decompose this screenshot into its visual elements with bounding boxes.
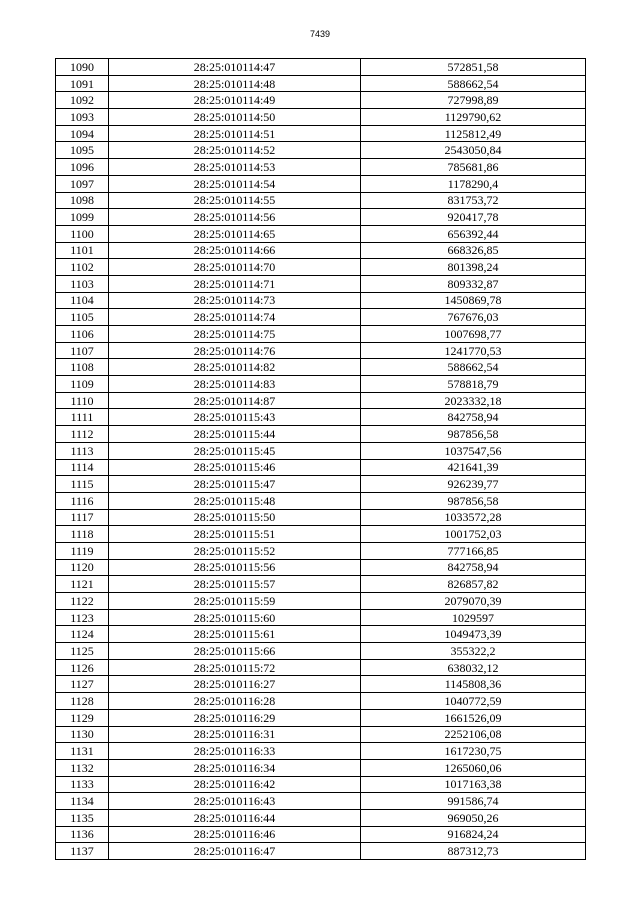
row-number-cell: 1123 — [56, 609, 109, 626]
table-row — [56, 275, 586, 292]
cadastral-value-cell: 727998,89 — [361, 92, 586, 109]
table-row — [56, 426, 586, 443]
table-row — [56, 459, 586, 476]
table-row — [56, 109, 586, 126]
cadastral-number-cell: 28:25:010116:44 — [109, 809, 361, 826]
cadastral-value-cell: 801398,24 — [361, 259, 586, 276]
table-body — [56, 59, 586, 860]
cadastral-value-cell: 767676,03 — [361, 309, 586, 326]
cadastral-value-cell: 1617230,75 — [361, 743, 586, 760]
row-number-cell: 1116 — [56, 492, 109, 509]
row-number-cell: 1126 — [56, 659, 109, 676]
cadastral-value-cell: 777166,85 — [361, 542, 586, 559]
row-number-cell: 1134 — [56, 793, 109, 810]
row-number-cell: 1125 — [56, 643, 109, 660]
cadastral-value-cell: 987856,58 — [361, 426, 586, 443]
table-row — [56, 759, 586, 776]
row-number-cell: 1135 — [56, 809, 109, 826]
cadastral-value-cell: 991586,74 — [361, 793, 586, 810]
cadastral-value-cell: 2543050,84 — [361, 142, 586, 159]
row-number-cell: 1098 — [56, 192, 109, 209]
row-number-cell: 1091 — [56, 75, 109, 92]
cadastral-value-cell: 831753,72 — [361, 192, 586, 209]
table-row — [56, 726, 586, 743]
table-row — [56, 359, 586, 376]
table-row — [56, 442, 586, 459]
cadastral-value-cell: 916824,24 — [361, 826, 586, 843]
table-row — [56, 526, 586, 543]
cadastral-value-cell: 809332,87 — [361, 275, 586, 292]
table-row — [56, 793, 586, 810]
table-row — [56, 376, 586, 393]
cadastral-value-cell: 1033572,28 — [361, 509, 586, 526]
cadastral-value-cell: 421641,39 — [361, 459, 586, 476]
table-row — [56, 709, 586, 726]
cadastral-value-cell: 785681,86 — [361, 159, 586, 176]
cadastral-number-cell: 28:25:010116:27 — [109, 676, 361, 693]
table-row — [56, 175, 586, 192]
row-number-cell: 1133 — [56, 776, 109, 793]
table-row — [56, 659, 586, 676]
cadastral-number-cell: 28:25:010115:57 — [109, 576, 361, 593]
table-row — [56, 826, 586, 843]
row-number-cell: 1120 — [56, 559, 109, 576]
cadastral-number-cell: 28:25:010115:51 — [109, 526, 361, 543]
cadastral-value-cell: 920417,78 — [361, 209, 586, 226]
table-row — [56, 192, 586, 209]
row-number-cell: 1096 — [56, 159, 109, 176]
table-row — [56, 125, 586, 142]
table-row — [56, 843, 586, 860]
table-row — [56, 209, 586, 226]
cadastral-number-cell: 28:25:010114:65 — [109, 225, 361, 242]
cadastral-number-cell: 28:25:010116:46 — [109, 826, 361, 843]
row-number-cell: 1118 — [56, 526, 109, 543]
cadastral-value-cell: 1661526,09 — [361, 709, 586, 726]
row-number-cell: 1132 — [56, 759, 109, 776]
cadastral-value-cell: 588662,54 — [361, 359, 586, 376]
cadastral-value-cell: 926239,77 — [361, 476, 586, 493]
table-row — [56, 559, 586, 576]
table-row — [56, 509, 586, 526]
cadastral-number-cell: 28:25:010114:71 — [109, 275, 361, 292]
table-row — [56, 676, 586, 693]
cadastral-value-cell: 1040772,59 — [361, 693, 586, 710]
row-number-cell: 1137 — [56, 843, 109, 860]
table-row — [56, 309, 586, 326]
cadastral-value-cell: 1178290,4 — [361, 175, 586, 192]
cadastral-number-cell: 28:25:010114:66 — [109, 242, 361, 259]
row-number-cell: 1102 — [56, 259, 109, 276]
table-row — [56, 326, 586, 343]
row-number-cell: 1111 — [56, 409, 109, 426]
row-number-cell: 1093 — [56, 109, 109, 126]
cadastral-value-cell: 656392,44 — [361, 225, 586, 242]
cadastral-value-cell: 668326,85 — [361, 242, 586, 259]
cadastral-value-cell: 1029597 — [361, 609, 586, 626]
cadastral-number-cell: 28:25:010114:74 — [109, 309, 361, 326]
cadastral-value-cell: 1265060,06 — [361, 759, 586, 776]
cadastral-value-cell: 1145808,36 — [361, 676, 586, 693]
cadastral-number-cell: 28:25:010114:83 — [109, 376, 361, 393]
row-number-cell: 1128 — [56, 693, 109, 710]
cadastral-number-cell: 28:25:010115:46 — [109, 459, 361, 476]
row-number-cell: 1108 — [56, 359, 109, 376]
table-row — [56, 576, 586, 593]
cadastral-number-cell: 28:25:010114:51 — [109, 125, 361, 142]
row-number-cell: 1136 — [56, 826, 109, 843]
cadastral-number-cell: 28:25:010116:28 — [109, 693, 361, 710]
row-number-cell: 1131 — [56, 743, 109, 760]
cadastral-number-cell: 28:25:010115:72 — [109, 659, 361, 676]
cadastral-value-cell: 1007698,77 — [361, 326, 586, 343]
cadastral-number-cell: 28:25:010116:42 — [109, 776, 361, 793]
table-row — [56, 776, 586, 793]
row-number-cell: 1103 — [56, 275, 109, 292]
cadastral-value-table — [55, 58, 586, 860]
cadastral-number-cell: 28:25:010116:29 — [109, 709, 361, 726]
table-row — [56, 342, 586, 359]
table-row — [56, 693, 586, 710]
cadastral-number-cell: 28:25:010116:34 — [109, 759, 361, 776]
cadastral-value-cell: 1450869,78 — [361, 292, 586, 309]
row-number-cell: 1090 — [56, 59, 109, 76]
cadastral-number-cell: 28:25:010115:44 — [109, 426, 361, 443]
table-row — [56, 609, 586, 626]
table-row — [56, 476, 586, 493]
table-row — [56, 59, 586, 76]
cadastral-number-cell: 28:25:010114:82 — [109, 359, 361, 376]
cadastral-value-cell: 578818,79 — [361, 376, 586, 393]
cadastral-value-cell: 969050,26 — [361, 809, 586, 826]
table-row — [56, 292, 586, 309]
row-number-cell: 1092 — [56, 92, 109, 109]
cadastral-number-cell: 28:25:010115:59 — [109, 593, 361, 610]
table-row — [56, 492, 586, 509]
row-number-cell: 1115 — [56, 476, 109, 493]
row-number-cell: 1101 — [56, 242, 109, 259]
cadastral-number-cell: 28:25:010114:70 — [109, 259, 361, 276]
cadastral-number-cell: 28:25:010115:48 — [109, 492, 361, 509]
cadastral-number-cell: 28:25:010116:33 — [109, 743, 361, 760]
table-row — [56, 743, 586, 760]
cadastral-value-cell: 1049473,39 — [361, 626, 586, 643]
row-number-cell: 1097 — [56, 175, 109, 192]
cadastral-value-cell: 2023332,18 — [361, 392, 586, 409]
row-number-cell: 1127 — [56, 676, 109, 693]
row-number-cell: 1104 — [56, 292, 109, 309]
cadastral-value-cell: 1037547,56 — [361, 442, 586, 459]
table-row — [56, 409, 586, 426]
cadastral-number-cell: 28:25:010114:48 — [109, 75, 361, 92]
cadastral-value-cell: 1001752,03 — [361, 526, 586, 543]
cadastral-number-cell: 28:25:010115:66 — [109, 643, 361, 660]
cadastral-number-cell: 28:25:010115:43 — [109, 409, 361, 426]
row-number-cell: 1110 — [56, 392, 109, 409]
cadastral-value-cell: 1241770,53 — [361, 342, 586, 359]
table-row — [56, 142, 586, 159]
row-number-cell: 1107 — [56, 342, 109, 359]
cadastral-number-cell: 28:25:010115:60 — [109, 609, 361, 626]
cadastral-value-cell: 987856,58 — [361, 492, 586, 509]
row-number-cell: 1121 — [56, 576, 109, 593]
page-number: 7439 — [309, 29, 331, 39]
cadastral-number-cell: 28:25:010114:52 — [109, 142, 361, 159]
cadastral-number-cell: 28:25:010114:50 — [109, 109, 361, 126]
row-number-cell: 1094 — [56, 125, 109, 142]
cadastral-number-cell: 28:25:010114:49 — [109, 92, 361, 109]
cadastral-number-cell: 28:25:010114:75 — [109, 326, 361, 343]
cadastral-number-cell: 28:25:010114:55 — [109, 192, 361, 209]
cadastral-number-cell: 28:25:010115:45 — [109, 442, 361, 459]
cadastral-number-cell: 28:25:010114:54 — [109, 175, 361, 192]
row-number-cell: 1105 — [56, 309, 109, 326]
row-number-cell: 1130 — [56, 726, 109, 743]
cadastral-value-cell: 2079070,39 — [361, 593, 586, 610]
table-row — [56, 259, 586, 276]
cadastral-number-cell: 28:25:010115:56 — [109, 559, 361, 576]
cadastral-value-cell: 2252106,08 — [361, 726, 586, 743]
row-number-cell: 1117 — [56, 509, 109, 526]
cadastral-number-cell: 28:25:010116:47 — [109, 843, 361, 860]
row-number-cell: 1114 — [56, 459, 109, 476]
table-row — [56, 225, 586, 242]
table-row — [56, 159, 586, 176]
cadastral-number-cell: 28:25:010114:47 — [109, 59, 361, 76]
cadastral-value-cell: 588662,54 — [361, 75, 586, 92]
table-row — [56, 75, 586, 92]
cadastral-number-cell: 28:25:010115:61 — [109, 626, 361, 643]
row-number-cell: 1119 — [56, 542, 109, 559]
cadastral-value-cell: 1017163,38 — [361, 776, 586, 793]
row-number-cell: 1113 — [56, 442, 109, 459]
cadastral-number-cell: 28:25:010115:50 — [109, 509, 361, 526]
cadastral-number-cell: 28:25:010114:73 — [109, 292, 361, 309]
cadastral-number-cell: 28:25:010114:53 — [109, 159, 361, 176]
cadastral-number-cell: 28:25:010114:87 — [109, 392, 361, 409]
table-row — [56, 809, 586, 826]
row-number-cell: 1129 — [56, 709, 109, 726]
cadastral-number-cell: 28:25:010114:56 — [109, 209, 361, 226]
cadastral-value-cell: 572851,58 — [361, 59, 586, 76]
row-number-cell: 1112 — [56, 426, 109, 443]
cadastral-value-cell: 1129790,62 — [361, 109, 586, 126]
cadastral-number-cell: 28:25:010116:31 — [109, 726, 361, 743]
table-row — [56, 593, 586, 610]
table-row — [56, 92, 586, 109]
cadastral-number-cell: 28:25:010116:43 — [109, 793, 361, 810]
cadastral-number-cell: 28:25:010114:76 — [109, 342, 361, 359]
cadastral-value-cell: 887312,73 — [361, 843, 586, 860]
table-row — [56, 626, 586, 643]
row-number-cell: 1106 — [56, 326, 109, 343]
row-number-cell: 1122 — [56, 593, 109, 610]
row-number-cell: 1100 — [56, 225, 109, 242]
cadastral-value-cell: 842758,94 — [361, 409, 586, 426]
row-number-cell: 1124 — [56, 626, 109, 643]
cadastral-value-cell: 1125812,49 — [361, 125, 586, 142]
table-row — [56, 242, 586, 259]
table-row — [56, 392, 586, 409]
cadastral-value-cell: 638032,12 — [361, 659, 586, 676]
cadastral-number-cell: 28:25:010115:52 — [109, 542, 361, 559]
cadastral-value-cell: 842758,94 — [361, 559, 586, 576]
row-number-cell: 1099 — [56, 209, 109, 226]
table-row — [56, 542, 586, 559]
row-number-cell: 1095 — [56, 142, 109, 159]
cadastral-value-cell: 826857,82 — [361, 576, 586, 593]
table-row — [56, 643, 586, 660]
cadastral-value-cell: 355322,2 — [361, 643, 586, 660]
row-number-cell: 1109 — [56, 376, 109, 393]
cadastral-number-cell: 28:25:010115:47 — [109, 476, 361, 493]
